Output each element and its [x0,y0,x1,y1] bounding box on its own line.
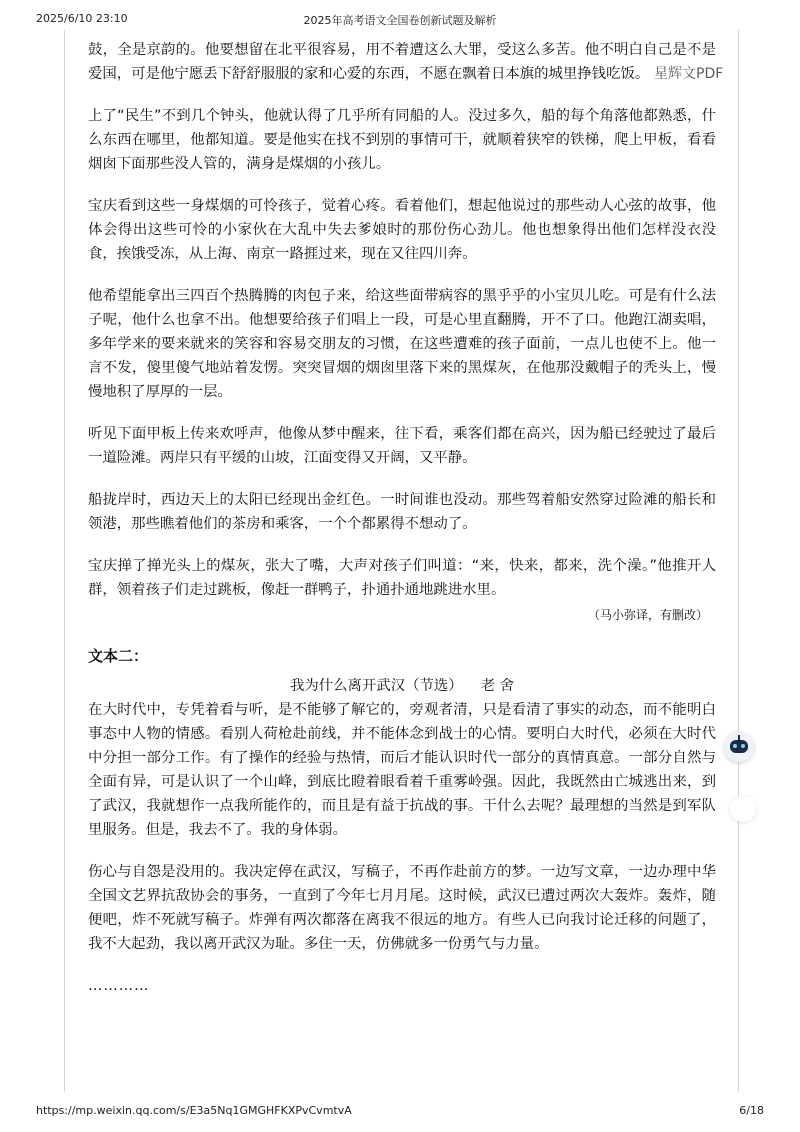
left-margin-line [64,30,65,1092]
page-number: 6/18 [739,1104,764,1117]
right-margin-line [738,30,739,1092]
text2-title: 我为什么离开武汉（节选） [289,678,463,694]
source-url[interactable]: https://mp.weixin.qq.com/s/E3a5Nq1GMGHFKXPvCvmtvA [36,1104,352,1117]
paragraph: 宝庆掸了掸光头上的煤灰，张大了嘴，大声对孩子们叫道：“来，快来，都来，洗个澡。”他推开人群，领着孩子们走过跳板，像赶一群鸭子，扑通扑通地跳进水里。 [88,558,716,598]
section-label: 文本二： [88,647,149,665]
paragraph: 宝庆看到这些一身煤烟的可怜孩子，觉着心疼。看着他们，想起他说过的那些动人心弦的故事，他体会得出这些可怜的小家伙在大乱中失去爹娘时的那份伤心劲儿。他也想象得出他们怎样没衣没食，挨饿受冻，从上海、南京一路捱过来，现在又往四川奔。 [88,198,716,262]
print-datetime: 2025/6/10 23:10 [36,12,128,25]
translation-attribution: （马小弥译，有删改） [587,608,708,622]
paragraph: 他希望能拿出三四百个热腾腾的肉包子来，给这些面带病容的黑乎乎的小宝贝儿吃。可是有什么法子呢，他什么也拿不出。他想要给孩子们唱上一段，可是心里直翻腾，开不了口。他跑江湖卖唱，多年学来的要来就来的笑容和容易交朋友的习惯，在这些遭难的孩子面前，一点儿也使不上。他一言不发，傻里傻气地站着发愣。突突冒烟的烟囱里落下来的黑煤灰，在他那没戴帽子的秃头上，慢慢地积了厚厚的一层。 [88,288,716,400]
floating-circle-button[interactable] [730,796,756,822]
paragraph: 听见下面甲板上传来欢呼声，他像从梦中醒来，往下看，乘客们都在高兴，因为船已经驶过了最后一道险滩。两岸只有平缓的山坡，江面变得又开阔，又平静。 [88,426,716,466]
paragraph: 伤心与自怨是没用的。我决定停在武汉，写稿子，不再作赴前方的梦。一边写文章，一边办理中华全国文艺界抗敌协会的事务，一直到了今年七月月尾。这时候，武汉已遭过两次大轰炸。轰炸，随便吧，炸不死就写稿子。炸弹有两次都落在离我不很远的地方。有些人已向我讨论迁移的问题了，我不大起劲，我以离开武汉为耻。多住一天，仿佛就多一份勇气与力量。 [88,864,716,952]
paragraph: 在大时代中，专凭着看与听，是不能够了解它的，旁观者清，只是看清了事实的动态，而不能明白事态中人物的情感。看别人荷枪赴前线，并不能体念到战士的心情。要明白大时代，必须在大时代中分担一部分工作。有了操作的经验与热情，而后才能认识时代一部分的真情真意。一部分自然与全面有异，可是认识了一个山峰，到底比瞪着眼看着千重雾岭强。因此，我既然由亡城逃出来，到了武汉，我就想作一点我所能作的，而且是有益于抗战的事。干什么去呢？最理想的当然是到军队里服务。但是，我去不了。我的身体弱。 [88,702,716,838]
page-footer [0,1104,800,1122]
text2-heading [88,674,716,698]
ai-assistant-robot-icon[interactable] [724,732,754,762]
text2-author: 老 舍 [480,678,515,694]
robot-face [730,740,748,753]
page-title: 2025年高考语文全国卷创新试题及解析 [303,14,497,27]
paragraph: 鼓，全是京韵的。他要想留在北平很容易，用不着遭这么大罪，受这么多苦。他不明白自己是不是爱国，可是他宁愿丢下舒舒服服的家和心爱的东西，不愿在飘着日本旗的城里挣钱吃饭。 [88,42,716,82]
paragraph: 船拢岸时，西边天上的太阳已经现出金红色。一时间谁也没动。那些驾着船安然穿过险滩的船长和领港，那些瞧着他们的茶房和乘客，一个个都累得不想动了。 [88,492,716,532]
paragraph: 上了“民生”不到几个钟头，他就认得了几乎所有同船的人。没过多久，船的每个角落他都熟悉，什么东西在哪里，他都知道。要是他实在找不到别的事情可干，就顺着狭窄的铁梯，爬上甲板，看看烟囱下面那些没人管的，满身是煤烟的小孩儿。 [88,108,716,172]
ellipsis: ………… [88,978,150,994]
robot-eye [741,744,745,748]
page-header [0,8,800,28]
watermark: 星辉文PDF [654,66,724,82]
article-body [88,38,716,998]
robot-eye [733,744,737,748]
